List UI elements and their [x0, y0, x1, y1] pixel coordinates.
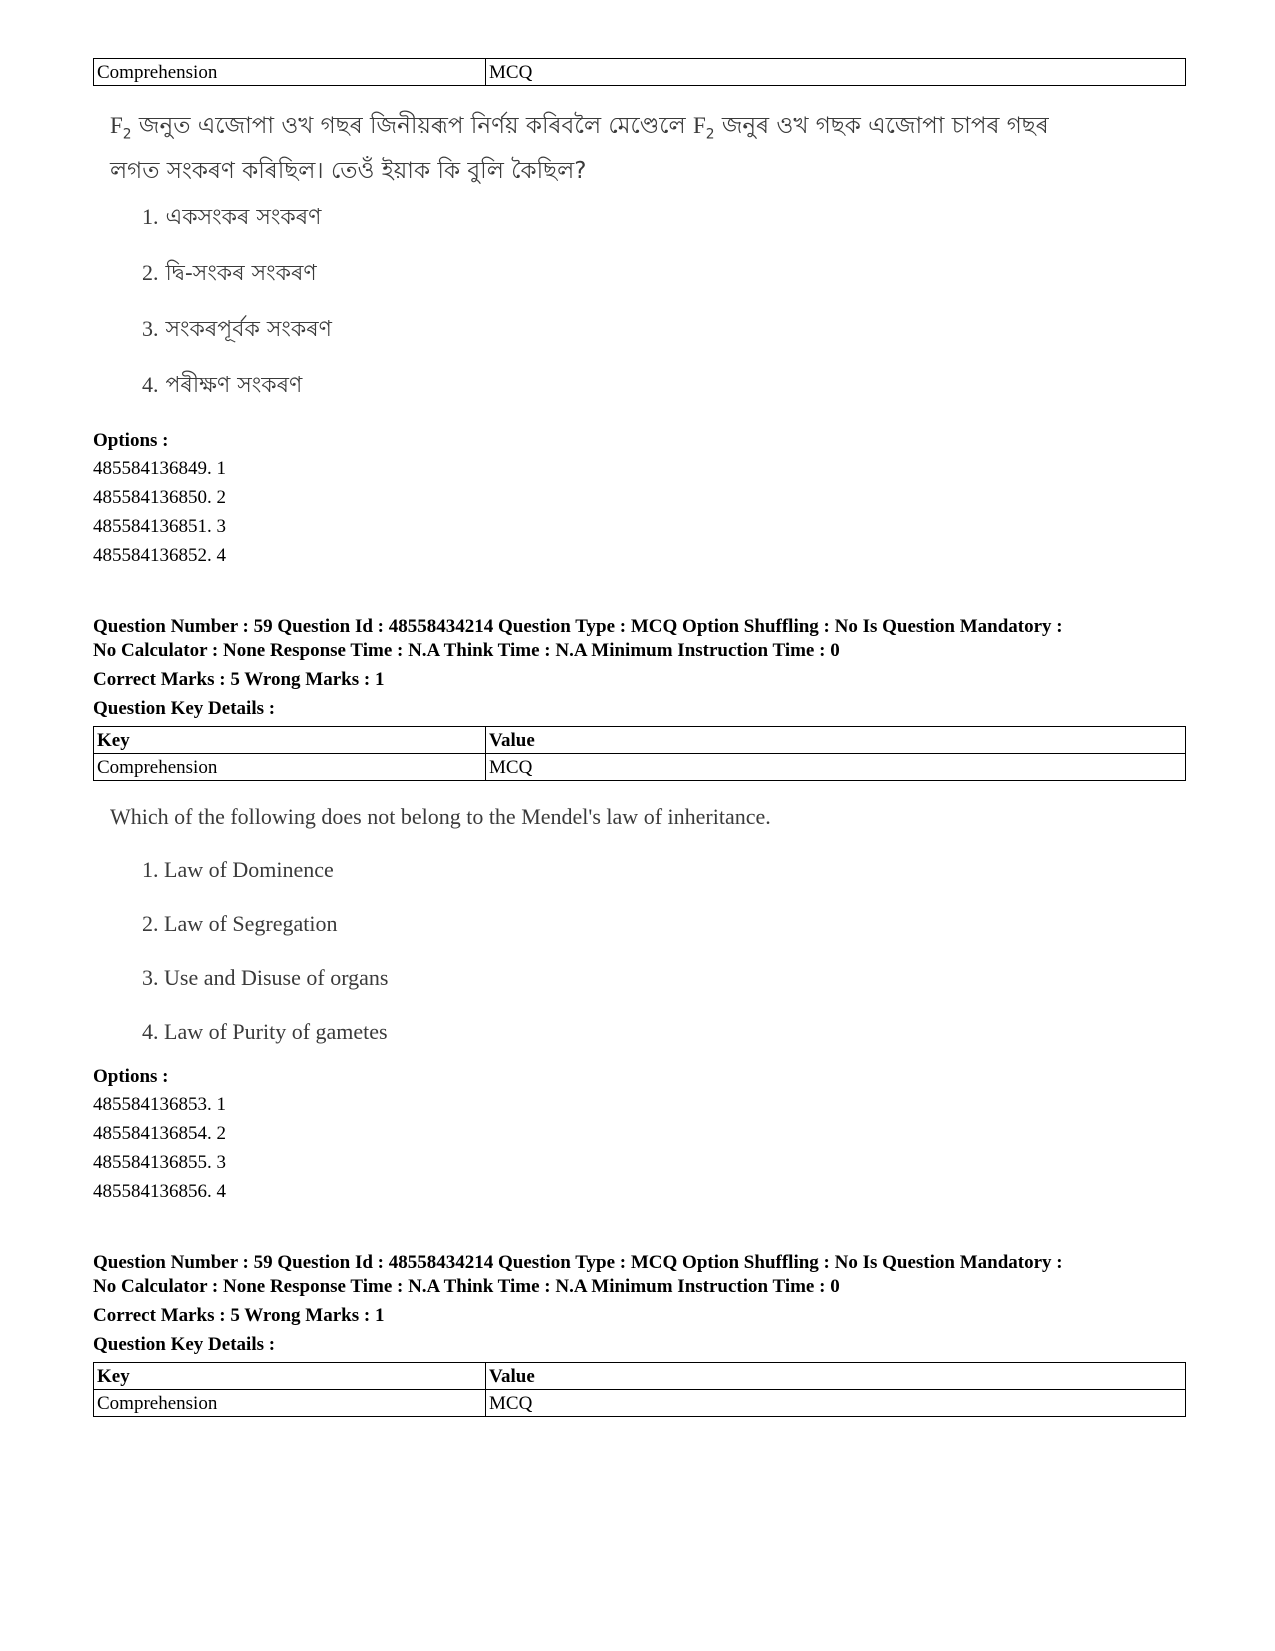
- marks-line: Correct Marks : 5 Wrong Marks : 1: [93, 669, 385, 690]
- question-1-text: [110, 108, 1049, 189]
- table-header-row: [94, 727, 1186, 754]
- table-row: [94, 59, 1186, 86]
- table-cell-value: MCQ: [486, 1390, 1186, 1417]
- option-id: 485584136854. 2: [93, 1123, 226, 1144]
- table-cell-value: MCQ: [486, 754, 1186, 781]
- option-id: 485584136853. 1: [93, 1094, 226, 1115]
- table-cell-key: Comprehension: [94, 1390, 486, 1417]
- question-meta: Question Number : 59 Question Id : 48558434214 Question Type : MCQ Option Shuffling : No Is Question Mandatory : No Calculator : None Response Time : N.A Think Time : N.A Minimum Instruction Time : 0: [93, 1252, 1063, 1297]
- table-cell-key: Comprehension: [94, 754, 486, 781]
- question-1-option-1: 1. একসংকৰ সংকৰণ: [142, 204, 322, 230]
- options-heading: Options :: [93, 1066, 169, 1087]
- option-id: 485584136856. 4: [93, 1181, 226, 1202]
- options-heading: Options :: [93, 430, 169, 451]
- key-details-heading: Question Key Details :: [93, 1334, 276, 1355]
- question-1-line-2: লগত সংকৰণ কৰিছিল। তেওঁ ইয়াক কি বুলি কৈছিল?: [110, 157, 587, 184]
- question-key-table: [93, 726, 1186, 781]
- question-2-option-2: 2. Law of Segregation: [142, 911, 338, 936]
- marks-line: Correct Marks : 5 Wrong Marks : 1: [93, 1305, 385, 1326]
- option-id: 485584136850. 2: [93, 487, 226, 508]
- question-2-option-4: 4. Law of Purity of gametes: [142, 1019, 388, 1044]
- table-header-value: Value: [486, 727, 1186, 754]
- table-header-value: Value: [486, 1363, 1186, 1390]
- option-id: 485584136855. 3: [93, 1152, 226, 1173]
- question-1-option-3: 3. সংকৰপূৰ্বক সংকৰণ: [142, 316, 332, 342]
- key-details-heading: Question Key Details :: [93, 698, 276, 719]
- top-key-table: [93, 58, 1186, 86]
- table-header-key: Key: [94, 1363, 486, 1390]
- question-key-table: [93, 1362, 1186, 1417]
- question-2-option-3: 3. Use and Disuse of organs: [142, 965, 389, 990]
- table-cell-key: Comprehension: [94, 59, 486, 86]
- question-1-line-1: $F_2$ জনুত এজোপা ওখ গছৰ জিনীয়ৰূপ নিৰ্ণয় কৰিবলৈ মেণ্ডেলে $F_2$ জনুৰ ওখ গছক এজোপা চাপৰ গছৰ: [110, 113, 1049, 143]
- table-row: [94, 754, 1186, 781]
- option-id: 485584136852. 4: [93, 545, 226, 566]
- table-header-row: [94, 1363, 1186, 1390]
- question-meta: Question Number : 59 Question Id : 48558434214 Question Type : MCQ Option Shuffling : No Is Question Mandatory : No Calculator : None Response Time : N.A Think Time : N.A Minimum Instruction Time : 0: [93, 616, 1063, 661]
- table-row: [94, 1390, 1186, 1417]
- question-2-option-1: 1. Law of Dominence: [142, 857, 334, 882]
- table-cell-value: MCQ: [486, 59, 1186, 86]
- question-1-option-4: 4. পৰীক্ষণ সংকৰণ: [142, 372, 303, 398]
- question-2-text: Which of the following does not belong to the Mendel's law of inheritance.: [110, 804, 771, 829]
- option-id: 485584136849. 1: [93, 458, 226, 479]
- question-1-option-2: 2. দ্বি-সংকৰ সংকৰণ: [142, 260, 317, 286]
- option-id: 485584136851. 3: [93, 516, 226, 537]
- table-header-key: Key: [94, 727, 486, 754]
